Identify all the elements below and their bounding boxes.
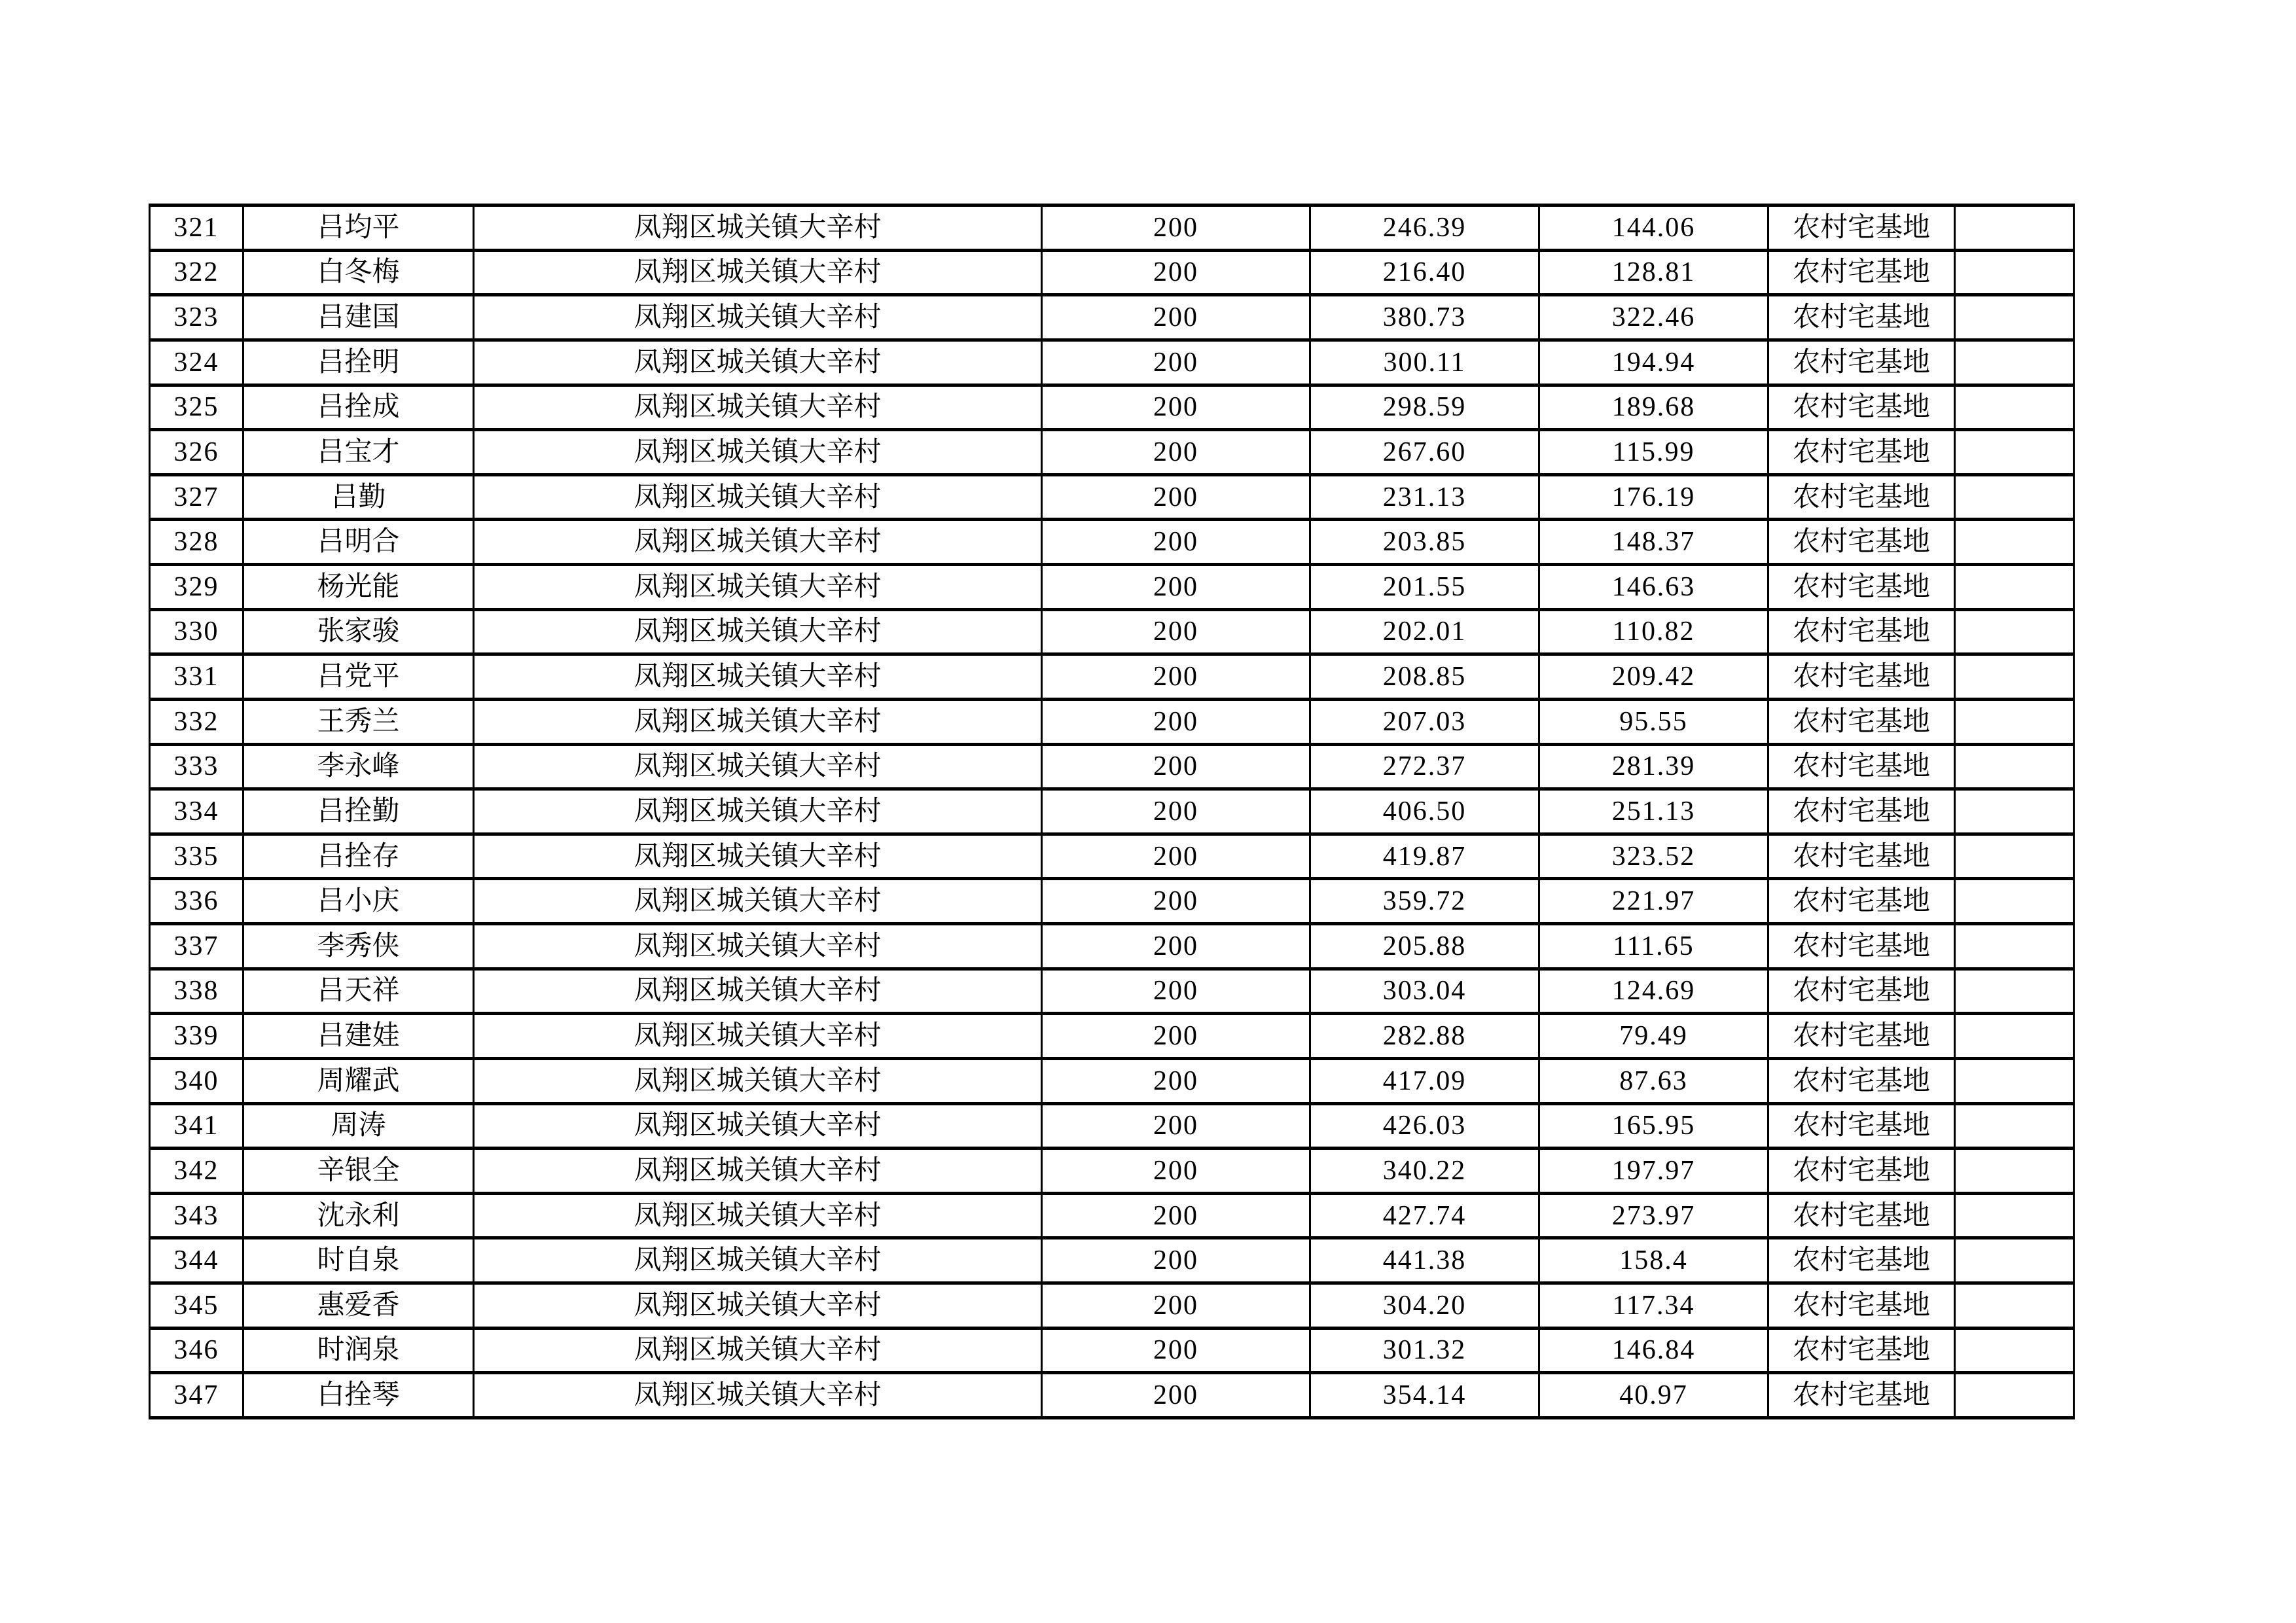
cell-area-1: 406.50	[1310, 789, 1539, 834]
cell-area-2: 197.97	[1539, 1149, 1768, 1194]
cell-area-1: 441.38	[1310, 1238, 1539, 1283]
cell-empty	[1955, 1328, 2074, 1373]
cell-serial-number: 328	[150, 520, 243, 565]
cell-serial-number: 340	[150, 1058, 243, 1103]
cell-empty	[1955, 1373, 2074, 1418]
cell-land-type: 农村宅基地	[1768, 789, 1955, 834]
cell-area-1: 201.55	[1310, 565, 1539, 610]
cell-empty	[1955, 520, 2074, 565]
cell-area-1: 282.88	[1310, 1014, 1539, 1059]
cell-serial-number: 345	[150, 1283, 243, 1329]
cell-village: 凤翔区城关镇大辛村	[474, 1283, 1042, 1329]
table-row	[150, 609, 2074, 654]
cell-serial-number: 322	[150, 250, 243, 295]
table-row	[150, 340, 2074, 385]
cell-empty	[1955, 1014, 2074, 1059]
cell-serial-number: 323	[150, 295, 243, 340]
cell-land-type: 农村宅基地	[1768, 834, 1955, 879]
cell-area-2: 281.39	[1539, 744, 1768, 789]
cell-person-name: 李秀侠	[243, 924, 474, 969]
cell-area-1: 340.22	[1310, 1149, 1539, 1194]
cell-area-2: 87.63	[1539, 1058, 1768, 1103]
cell-land-type: 农村宅基地	[1768, 1328, 1955, 1373]
cell-person-name: 吕勤	[243, 474, 474, 520]
cell-person-name: 吕建国	[243, 295, 474, 340]
table-row	[150, 1373, 2074, 1418]
cell-area-2: 124.69	[1539, 969, 1768, 1014]
cell-person-name: 周耀武	[243, 1058, 474, 1103]
cell-village: 凤翔区城关镇大辛村	[474, 1193, 1042, 1238]
cell-quota: 200	[1042, 1103, 1310, 1149]
cell-village: 凤翔区城关镇大辛村	[474, 1058, 1042, 1103]
cell-quota: 200	[1042, 699, 1310, 744]
table-row	[150, 295, 2074, 340]
cell-empty	[1955, 1058, 2074, 1103]
cell-land-type: 农村宅基地	[1768, 520, 1955, 565]
cell-village: 凤翔区城关镇大辛村	[474, 520, 1042, 565]
cell-quota: 200	[1042, 654, 1310, 700]
cell-land-type: 农村宅基地	[1768, 1014, 1955, 1059]
cell-land-type: 农村宅基地	[1768, 744, 1955, 789]
table-row	[150, 789, 2074, 834]
cell-quota: 200	[1042, 789, 1310, 834]
cell-empty	[1955, 1238, 2074, 1283]
cell-land-type: 农村宅基地	[1768, 969, 1955, 1014]
cell-person-name: 吕小庆	[243, 879, 474, 924]
cell-quota: 200	[1042, 1149, 1310, 1194]
table-row	[150, 430, 2074, 475]
cell-empty	[1955, 430, 2074, 475]
cell-area-1: 359.72	[1310, 879, 1539, 924]
cell-empty	[1955, 969, 2074, 1014]
cell-person-name: 吕均平	[243, 205, 474, 251]
cell-serial-number: 326	[150, 430, 243, 475]
cell-serial-number: 347	[150, 1373, 243, 1418]
cell-quota: 200	[1042, 565, 1310, 610]
cell-village: 凤翔区城关镇大辛村	[474, 834, 1042, 879]
cell-empty	[1955, 609, 2074, 654]
cell-land-type: 农村宅基地	[1768, 879, 1955, 924]
cell-serial-number: 327	[150, 474, 243, 520]
cell-empty	[1955, 744, 2074, 789]
table-row	[150, 385, 2074, 430]
cell-area-1: 298.59	[1310, 385, 1539, 430]
cell-village: 凤翔区城关镇大辛村	[474, 474, 1042, 520]
cell-area-2: 221.97	[1539, 879, 1768, 924]
cell-area-1: 301.32	[1310, 1328, 1539, 1373]
cell-land-type: 农村宅基地	[1768, 1283, 1955, 1329]
cell-area-1: 216.40	[1310, 250, 1539, 295]
cell-land-type: 农村宅基地	[1768, 250, 1955, 295]
cell-quota: 200	[1042, 250, 1310, 295]
cell-serial-number: 335	[150, 834, 243, 879]
cell-quota: 200	[1042, 1238, 1310, 1283]
cell-empty	[1955, 1283, 2074, 1329]
cell-area-2: 144.06	[1539, 205, 1768, 251]
cell-area-1: 427.74	[1310, 1193, 1539, 1238]
cell-village: 凤翔区城关镇大辛村	[474, 1149, 1042, 1194]
cell-empty	[1955, 474, 2074, 520]
cell-village: 凤翔区城关镇大辛村	[474, 1373, 1042, 1418]
cell-area-2: 176.19	[1539, 474, 1768, 520]
cell-village: 凤翔区城关镇大辛村	[474, 924, 1042, 969]
table-row	[150, 520, 2074, 565]
table-row	[150, 565, 2074, 610]
cell-village: 凤翔区城关镇大辛村	[474, 1103, 1042, 1149]
cell-serial-number: 324	[150, 340, 243, 385]
cell-empty	[1955, 385, 2074, 430]
cell-person-name: 杨光能	[243, 565, 474, 610]
cell-village: 凤翔区城关镇大辛村	[474, 1238, 1042, 1283]
table-row	[150, 250, 2074, 295]
cell-area-2: 79.49	[1539, 1014, 1768, 1059]
cell-area-1: 304.20	[1310, 1283, 1539, 1329]
cell-quota: 200	[1042, 969, 1310, 1014]
cell-empty	[1955, 205, 2074, 251]
cell-village: 凤翔区城关镇大辛村	[474, 699, 1042, 744]
cell-quota: 200	[1042, 924, 1310, 969]
cell-person-name: 周涛	[243, 1103, 474, 1149]
table-body	[150, 205, 2074, 1418]
cell-area-2: 117.34	[1539, 1283, 1768, 1329]
cell-quota: 200	[1042, 1058, 1310, 1103]
cell-person-name: 吕拴成	[243, 385, 474, 430]
cell-area-1: 205.88	[1310, 924, 1539, 969]
cell-serial-number: 329	[150, 565, 243, 610]
cell-area-2: 148.37	[1539, 520, 1768, 565]
cell-empty	[1955, 295, 2074, 340]
cell-area-2: 194.94	[1539, 340, 1768, 385]
cell-serial-number: 336	[150, 879, 243, 924]
table-row	[150, 654, 2074, 700]
cell-area-2: 146.63	[1539, 565, 1768, 610]
cell-person-name: 时润泉	[243, 1328, 474, 1373]
cell-quota: 200	[1042, 520, 1310, 565]
cell-area-2: 110.82	[1539, 609, 1768, 654]
table-row	[150, 1103, 2074, 1149]
cell-village: 凤翔区城关镇大辛村	[474, 879, 1042, 924]
table-row	[150, 969, 2074, 1014]
cell-person-name: 时自泉	[243, 1238, 474, 1283]
table-row	[150, 474, 2074, 520]
cell-quota: 200	[1042, 385, 1310, 430]
cell-area-1: 246.39	[1310, 205, 1539, 251]
cell-serial-number: 333	[150, 744, 243, 789]
table-row	[150, 879, 2074, 924]
cell-village: 凤翔区城关镇大辛村	[474, 250, 1042, 295]
cell-area-1: 267.60	[1310, 430, 1539, 475]
cell-serial-number: 342	[150, 1149, 243, 1194]
cell-area-1: 207.03	[1310, 699, 1539, 744]
cell-area-2: 189.68	[1539, 385, 1768, 430]
cell-area-2: 273.97	[1539, 1193, 1768, 1238]
cell-person-name: 白冬梅	[243, 250, 474, 295]
cell-person-name: 沈永利	[243, 1193, 474, 1238]
cell-village: 凤翔区城关镇大辛村	[474, 744, 1042, 789]
cell-land-type: 农村宅基地	[1768, 205, 1955, 251]
cell-land-type: 农村宅基地	[1768, 430, 1955, 475]
cell-serial-number: 330	[150, 609, 243, 654]
cell-land-type: 农村宅基地	[1768, 295, 1955, 340]
cell-area-2: 251.13	[1539, 789, 1768, 834]
table-row	[150, 1149, 2074, 1194]
cell-land-type: 农村宅基地	[1768, 340, 1955, 385]
cell-quota: 200	[1042, 340, 1310, 385]
cell-serial-number: 343	[150, 1193, 243, 1238]
cell-person-name: 王秀兰	[243, 699, 474, 744]
cell-empty	[1955, 1149, 2074, 1194]
cell-empty	[1955, 834, 2074, 879]
cell-area-2: 165.95	[1539, 1103, 1768, 1149]
cell-area-1: 231.13	[1310, 474, 1539, 520]
cell-village: 凤翔区城关镇大辛村	[474, 609, 1042, 654]
cell-quota: 200	[1042, 609, 1310, 654]
cell-serial-number: 344	[150, 1238, 243, 1283]
land-roster-table	[149, 204, 2075, 1419]
cell-person-name: 吕建娃	[243, 1014, 474, 1059]
table-row	[150, 1328, 2074, 1373]
cell-land-type: 农村宅基地	[1768, 699, 1955, 744]
cell-land-type: 农村宅基地	[1768, 1149, 1955, 1194]
cell-quota: 200	[1042, 295, 1310, 340]
cell-person-name: 吕宝才	[243, 430, 474, 475]
cell-quota: 200	[1042, 1193, 1310, 1238]
cell-area-1: 202.01	[1310, 609, 1539, 654]
cell-area-1: 303.04	[1310, 969, 1539, 1014]
cell-empty	[1955, 250, 2074, 295]
cell-area-2: 146.84	[1539, 1328, 1768, 1373]
cell-empty	[1955, 1193, 2074, 1238]
cell-village: 凤翔区城关镇大辛村	[474, 295, 1042, 340]
cell-area-2: 158.4	[1539, 1238, 1768, 1283]
table-row	[150, 924, 2074, 969]
cell-area-2: 209.42	[1539, 654, 1768, 700]
cell-village: 凤翔区城关镇大辛村	[474, 1014, 1042, 1059]
cell-land-type: 农村宅基地	[1768, 1193, 1955, 1238]
cell-village: 凤翔区城关镇大辛村	[474, 565, 1042, 610]
cell-area-2: 128.81	[1539, 250, 1768, 295]
cell-area-1: 354.14	[1310, 1373, 1539, 1418]
cell-quota: 200	[1042, 834, 1310, 879]
cell-serial-number: 332	[150, 699, 243, 744]
cell-land-type: 农村宅基地	[1768, 474, 1955, 520]
table-row	[150, 744, 2074, 789]
cell-area-1: 426.03	[1310, 1103, 1539, 1149]
cell-empty	[1955, 789, 2074, 834]
cell-village: 凤翔区城关镇大辛村	[474, 430, 1042, 475]
cell-area-1: 417.09	[1310, 1058, 1539, 1103]
cell-area-1: 419.87	[1310, 834, 1539, 879]
table-row	[150, 834, 2074, 879]
table-row	[150, 699, 2074, 744]
table-row	[150, 1238, 2074, 1283]
cell-quota: 200	[1042, 474, 1310, 520]
cell-serial-number: 337	[150, 924, 243, 969]
table-row	[150, 1283, 2074, 1329]
cell-person-name: 张家骏	[243, 609, 474, 654]
cell-quota: 200	[1042, 430, 1310, 475]
cell-person-name: 李永峰	[243, 744, 474, 789]
cell-quota: 200	[1042, 744, 1310, 789]
cell-quota: 200	[1042, 1283, 1310, 1329]
cell-village: 凤翔区城关镇大辛村	[474, 340, 1042, 385]
table-row	[150, 1193, 2074, 1238]
table-row	[150, 1014, 2074, 1059]
cell-area-1: 272.37	[1310, 744, 1539, 789]
cell-area-2: 323.52	[1539, 834, 1768, 879]
cell-empty	[1955, 1103, 2074, 1149]
cell-quota: 200	[1042, 205, 1310, 251]
cell-area-1: 208.85	[1310, 654, 1539, 700]
cell-serial-number: 338	[150, 969, 243, 1014]
cell-land-type: 农村宅基地	[1768, 565, 1955, 610]
cell-area-2: 111.65	[1539, 924, 1768, 969]
cell-land-type: 农村宅基地	[1768, 385, 1955, 430]
cell-person-name: 吕拴勤	[243, 789, 474, 834]
cell-empty	[1955, 340, 2074, 385]
cell-land-type: 农村宅基地	[1768, 1103, 1955, 1149]
cell-area-1: 300.11	[1310, 340, 1539, 385]
cell-empty	[1955, 565, 2074, 610]
cell-serial-number: 339	[150, 1014, 243, 1059]
cell-person-name: 惠爱香	[243, 1283, 474, 1329]
cell-empty	[1955, 879, 2074, 924]
cell-empty	[1955, 924, 2074, 969]
cell-land-type: 农村宅基地	[1768, 1058, 1955, 1103]
cell-area-1: 203.85	[1310, 520, 1539, 565]
cell-quota: 200	[1042, 1014, 1310, 1059]
cell-serial-number: 334	[150, 789, 243, 834]
cell-area-2: 322.46	[1539, 295, 1768, 340]
cell-serial-number: 341	[150, 1103, 243, 1149]
cell-serial-number: 346	[150, 1328, 243, 1373]
cell-empty	[1955, 699, 2074, 744]
cell-person-name: 辛银全	[243, 1149, 474, 1194]
cell-person-name: 吕明合	[243, 520, 474, 565]
cell-land-type: 农村宅基地	[1768, 1373, 1955, 1418]
cell-area-2: 40.97	[1539, 1373, 1768, 1418]
cell-village: 凤翔区城关镇大辛村	[474, 205, 1042, 251]
cell-village: 凤翔区城关镇大辛村	[474, 789, 1042, 834]
cell-person-name: 吕天祥	[243, 969, 474, 1014]
cell-quota: 200	[1042, 1373, 1310, 1418]
cell-area-2: 95.55	[1539, 699, 1768, 744]
cell-village: 凤翔区城关镇大辛村	[474, 969, 1042, 1014]
cell-serial-number: 325	[150, 385, 243, 430]
cell-area-2: 115.99	[1539, 430, 1768, 475]
cell-land-type: 农村宅基地	[1768, 924, 1955, 969]
cell-empty	[1955, 654, 2074, 700]
cell-land-type: 农村宅基地	[1768, 609, 1955, 654]
table-row	[150, 1058, 2074, 1103]
cell-village: 凤翔区城关镇大辛村	[474, 1328, 1042, 1373]
table-row	[150, 205, 2074, 251]
cell-village: 凤翔区城关镇大辛村	[474, 385, 1042, 430]
cell-land-type: 农村宅基地	[1768, 654, 1955, 700]
cell-person-name: 吕党平	[243, 654, 474, 700]
cell-person-name: 白拴琴	[243, 1373, 474, 1418]
cell-person-name: 吕拴存	[243, 834, 474, 879]
cell-serial-number: 321	[150, 205, 243, 251]
cell-quota: 200	[1042, 879, 1310, 924]
cell-serial-number: 331	[150, 654, 243, 700]
cell-quota: 200	[1042, 1328, 1310, 1373]
cell-land-type: 农村宅基地	[1768, 1238, 1955, 1283]
cell-person-name: 吕拴明	[243, 340, 474, 385]
cell-village: 凤翔区城关镇大辛村	[474, 654, 1042, 700]
cell-area-1: 380.73	[1310, 295, 1539, 340]
